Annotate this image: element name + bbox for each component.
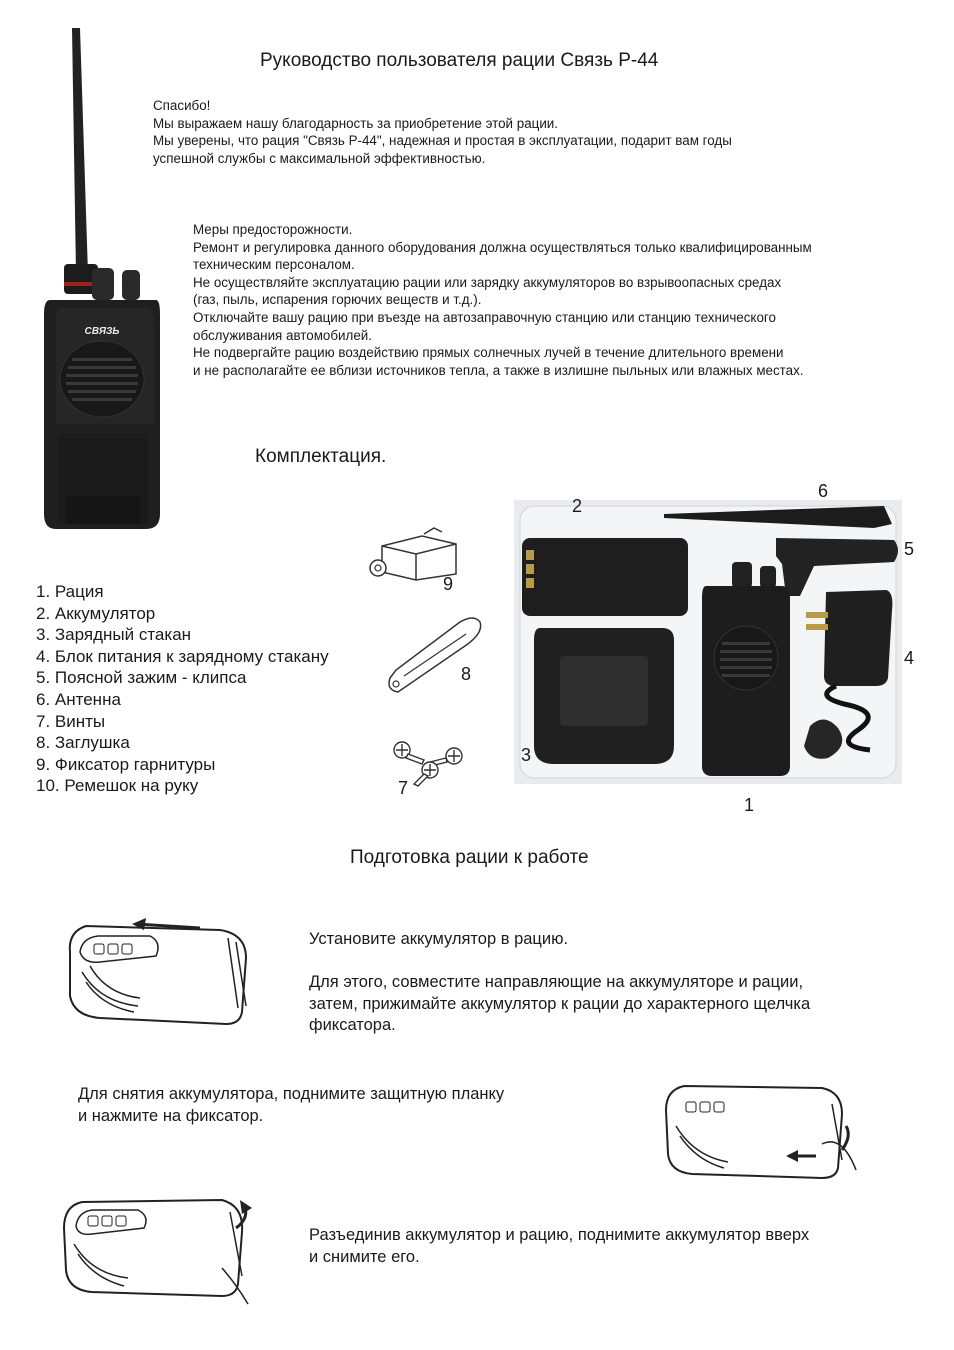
text-line: обслуживания автомобилей.	[193, 327, 372, 343]
thanks-paragraph	[153, 97, 732, 167]
list-item: 10. Ремешок на руку	[36, 776, 199, 796]
radio-photo	[36, 24, 170, 534]
knob	[122, 270, 140, 300]
label-9: 9	[443, 574, 454, 594]
label-1: 1	[744, 795, 755, 815]
remove-instructions	[78, 1084, 504, 1127]
kit-list	[36, 581, 329, 797]
kit-heading: Комплектация.	[255, 446, 387, 467]
list-item: 2. Аккумулятор	[36, 603, 156, 623]
knob	[92, 268, 114, 300]
install-instructions	[309, 929, 810, 1037]
radio-brand-label: СВЯЗЬ	[84, 326, 120, 337]
text-line: успешной службы с максимальной эффективностью.	[153, 150, 486, 166]
battery-install-drawing	[60, 912, 256, 1030]
text-line: затем, прижимайте аккумулятор к рации до характерного щелчка	[309, 994, 811, 1013]
label-6: 6	[818, 481, 829, 501]
antenna	[72, 28, 88, 274]
list-item: 7. Винты	[36, 711, 106, 731]
prep-heading: Подготовка рации к работе	[350, 847, 589, 868]
list-item: 4. Блок питания к зарядному стакану	[36, 646, 329, 666]
text-line: Не осуществляйте эксплуатацию рации или зарядку аккумуляторов во взрывоопасных средах	[193, 274, 782, 290]
kit-power-supply	[824, 590, 892, 686]
kit-battery	[522, 538, 688, 616]
text-line	[309, 951, 810, 973]
text-line: Ремонт и регулировка данного оборудования должна осуществляться только квалифицированным	[193, 239, 812, 255]
curved-arrow-icon	[842, 1126, 848, 1150]
text-line: Для этого, совместите направляющие на аккумуляторе и рации,	[309, 973, 804, 992]
label-8: 8	[461, 664, 472, 684]
kit-photo	[514, 500, 902, 784]
text-line: Мы уверены, что рация "Связь Р-44", надежная и простая в эксплуатации, подарит вам годы	[153, 133, 732, 149]
text-line: фиксатора.	[309, 1016, 396, 1035]
list-item: 5. Поясной зажим - клипса	[36, 668, 247, 688]
text-line: Для снятия аккумулятора, поднимите защитную планку	[78, 1085, 505, 1103]
label-5: 5	[904, 539, 915, 559]
text-line: и нажмите на фиксатор.	[78, 1106, 264, 1125]
label-4: 4	[904, 648, 915, 668]
text-line: и не располагайте ее вблизи источников тепла, а также в излишне пыльных или влажных местах.	[193, 362, 804, 378]
text-line: техническим персоналом.	[193, 257, 355, 273]
page-title: Руководство пользователя рации Связь Р-44	[260, 50, 659, 71]
list-item: 9. Фиксатор гарнитуры	[36, 754, 216, 774]
text-line: Спасибо!	[153, 98, 211, 113]
battery-remove-drawing	[656, 1074, 862, 1186]
text-line: (газ, пыль, испарения горючих веществ и т.д.).	[193, 292, 482, 308]
text-line: Отключайте вашу рацию при въезде на автозаправочную станцию или станцию технического	[193, 309, 776, 325]
text-line: Установите аккумулятор в рацию.	[309, 930, 569, 948]
text-line: Разъединив аккумулятор и рацию, поднимите аккумулятор вверх	[309, 1226, 810, 1244]
list-item: 1. Рация	[36, 582, 104, 601]
label-3: 3	[521, 745, 532, 765]
label-7: 7	[398, 778, 409, 798]
label-2: 2	[572, 496, 583, 516]
text-line: Мы выражаем нашу благодарность за приобретение этой рации.	[153, 115, 558, 131]
list-item: 3. Зарядный стакан	[36, 625, 192, 645]
lift-instructions	[309, 1225, 809, 1268]
battery-lift-drawing	[52, 1188, 262, 1306]
list-item: 8. Заглушка	[36, 733, 130, 753]
speaker-grille	[60, 341, 144, 417]
text-line: и снимите его.	[309, 1247, 420, 1266]
text-line: Не подвергайте рацию воздействию прямых солнечных лучей в течение длительного времени	[193, 345, 784, 361]
list-item: 6. Антенна	[36, 689, 121, 709]
precautions-paragraph	[193, 221, 812, 379]
text-line: Меры предосторожности.	[193, 222, 353, 237]
cap-drawing	[380, 612, 490, 698]
